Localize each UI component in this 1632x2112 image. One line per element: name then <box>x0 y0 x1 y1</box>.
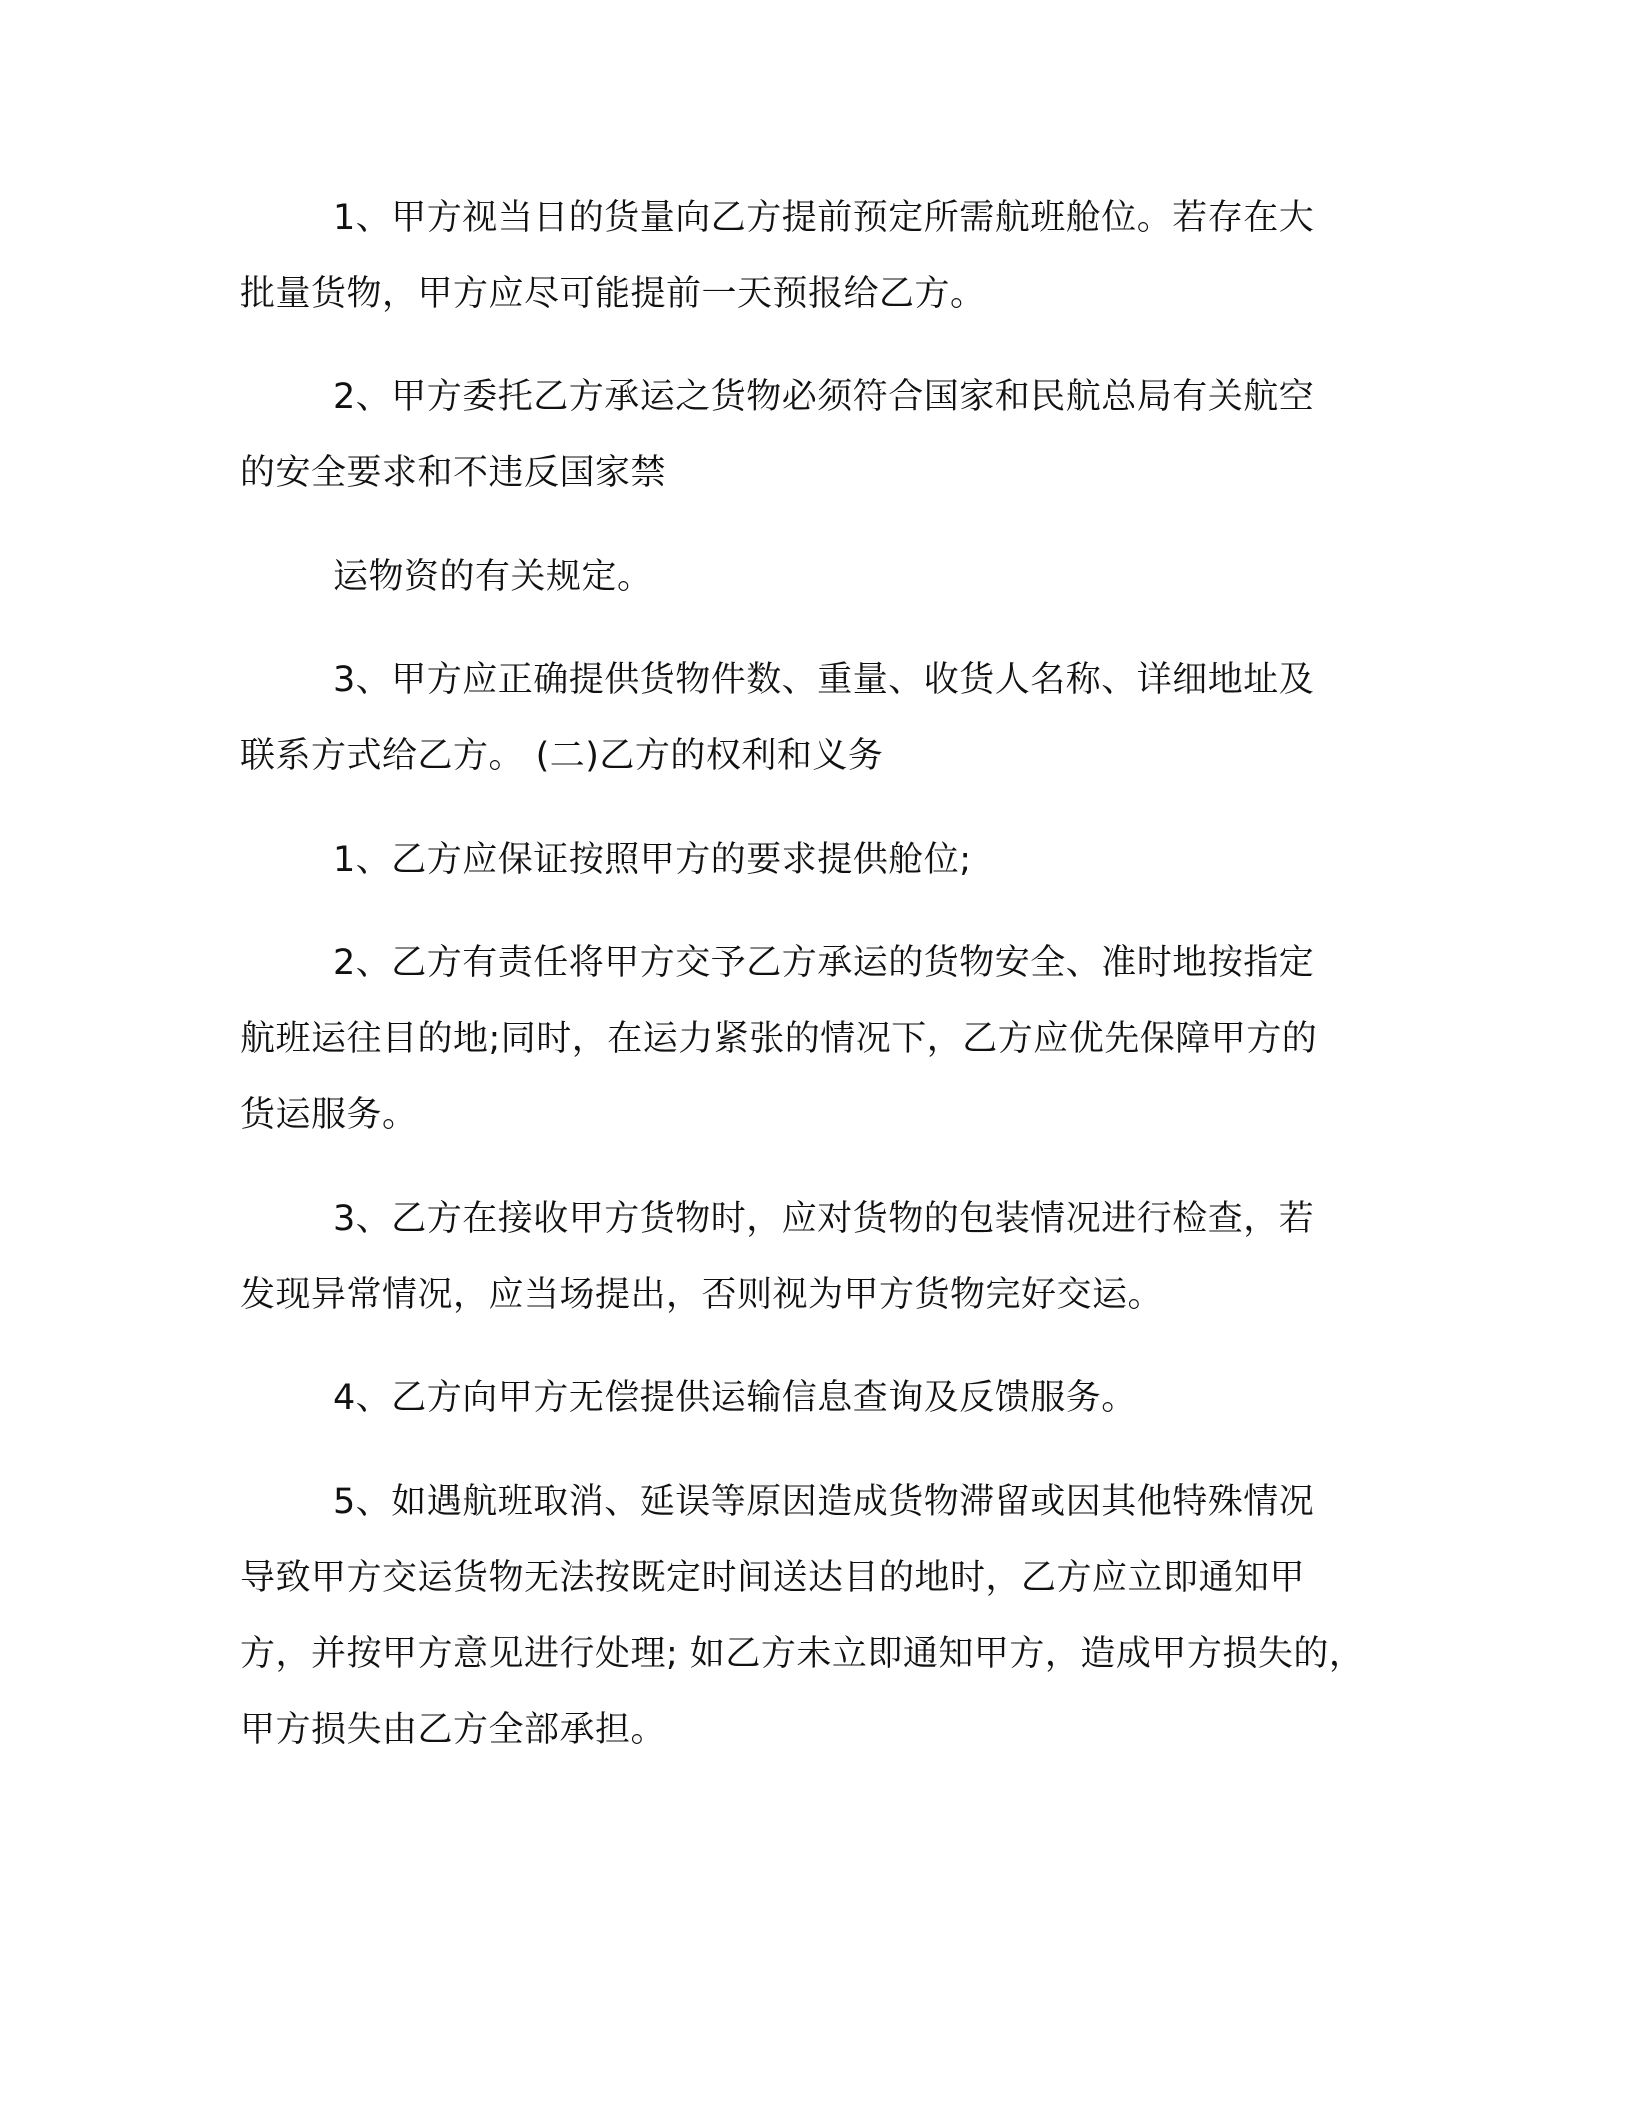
text-line: 发现异常情况，应当场提出，否则视为甲方货物完好交运。 <box>240 1275 1164 1315</box>
text-line: 1、甲方视当日的货量向乙方提前预定所需航班舱位。若存在大 <box>333 198 1315 238</box>
text-line: 的安全要求和不违反国家禁 <box>240 453 667 493</box>
text-line: 3、乙方在接收甲方货物时，应对货物的包装情况进行检查，若 <box>333 1199 1315 1239</box>
text-line: 货运服务。 <box>240 1095 418 1135</box>
text-line: 4、乙方向甲方无偿提供运输信息查询及反馈服务。 <box>333 1378 1137 1418</box>
text-line: 5、如遇航班取消、延误等原因造成货物滞留或因其他特殊情况 <box>333 1482 1315 1522</box>
text-line: 2、乙方有责任将甲方交予乙方承运的货物安全、准时地按指定 <box>333 943 1315 983</box>
text-line: 批量货物，甲方应尽可能提前一天预报给乙方。 <box>240 274 986 314</box>
text-line: 航班运往目的地;同时，在运力紧张的情况下，乙方应优先保障甲方的 <box>240 1019 1318 1059</box>
text-line: 3、甲方应正确提供货物件数、重量、收货人名称、详细地址及 <box>333 660 1315 700</box>
text-line: 2、甲方委托乙方承运之货物必须符合国家和民航总局有关航空 <box>333 377 1315 417</box>
text-line: 方，并按甲方意见进行处理; 如乙方未立即通知甲方，造成甲方损失的， <box>240 1634 1365 1674</box>
text-line: 导致甲方交运货物无法按既定时间送达目的地时，乙方应立即通知甲 <box>240 1558 1306 1598</box>
text-line: 1、乙方应保证按照甲方的要求提供舱位; <box>333 840 972 880</box>
text-line: 运物资的有关规定。 <box>333 557 653 597</box>
text-line: 甲方损失由乙方全部承担。 <box>240 1710 667 1750</box>
text-line: 联系方式给乙方。 (二)乙方的权利和义务 <box>240 736 884 776</box>
